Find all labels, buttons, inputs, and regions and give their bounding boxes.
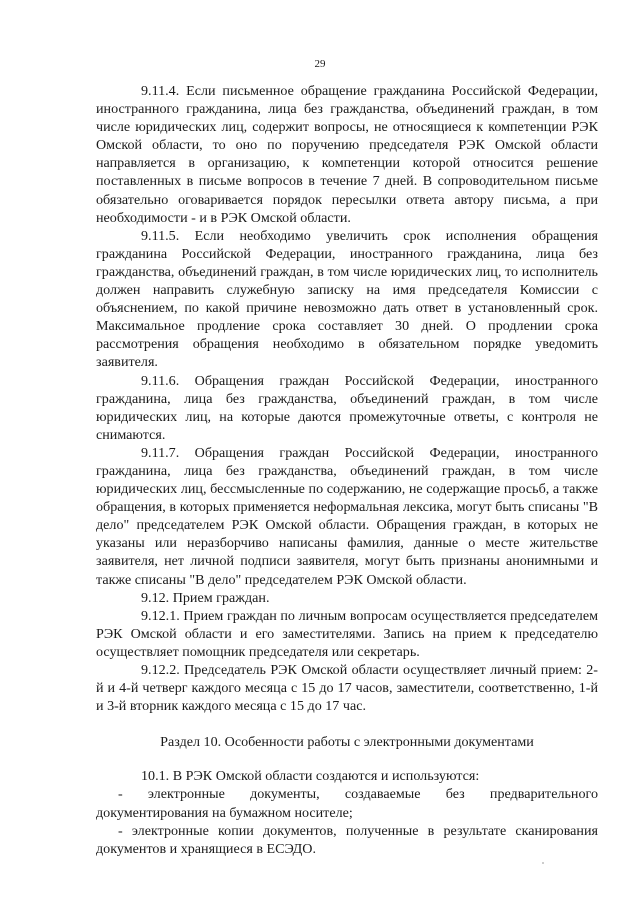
paragraph-9-11-6: 9.11.6. Обращения граждан Российской Федерации, иностранного гражданина, лица без гражданства, объединений граждан, в том числе юридических лиц, на которые даются промежуточные ответы, с контроля не снимаются. [96, 372, 598, 443]
paragraph-9-11-4: 9.11.4. Если письменное обращение гражданина Российской Федерации, иностранного гражданина, лица без гражданства, объединений граждан, в том числе юридических лиц, содержит вопросы, не относящиеся к компетенции РЭК Омской области, то оно по поручению председателя РЭК Омской области направляется в организацию, к компетенции которой относится решение поставленных в письме вопросов в течение 7 дней. В сопроводительном письме обязательно оговаривается порядок пересылки ответа автору письма, а при необходимости - и в РЭК Омской области. [96, 83, 598, 226]
list-item: - электронные копии документов, полученные в результате сканирования документов и хранящиеся в ЕСЭДО. [96, 822, 598, 857]
paragraph-9-11-5: 9.11.5. Если необходимо увеличить срок исполнения обращения гражданина Российской Федерации, иностранного гражданина, лица без гражданства, объединений граждан, в том числе юридических лиц, то исполнитель должен направить служебную записку на имя председателя Комиссии с объяснением, по какой причине невозможно дать ответ в установленный срок. Максимальное продление срока составляет 30 дней. О продлении срока рассмотрения обращения необходимо в обязательном порядке уведомить заявителя. [96, 227, 598, 371]
document-body [96, 82, 598, 858]
paragraph-9-12-1: 9.12.1. Прием граждан по личным вопросам осуществляется председателем РЭК Омской области и его заместителями. Запись на прием к председателю осуществляет помощник председателя или секретарь. [96, 607, 598, 660]
list-item: - электронные документы, создаваемые без предварительного документирования на бумажном носителе; [96, 786, 598, 821]
scan-speck [542, 862, 544, 864]
paragraph-9-12-2: 9.12.2. Председатель РЭК Омской области осуществляет личный прием: 2-й и 4-й четверг каждого месяца с 15 до 17 часов, заместители, соответственно, 1-й и 3-й вторник каждого месяца с 15 до 17 час. [96, 662, 598, 715]
paragraph-10-1: 10.1. В РЭК Омской области создаются и используются: [141, 768, 480, 785]
page-number: 29 [314, 58, 326, 70]
section-heading: Раздел 10. Особенности работы с электронными документами [160, 734, 534, 751]
paragraph-9-11-7: 9.11.7. Обращения граждан Российской Федерации, иностранного гражданина, лица без гражданства, объединений граждан, в том числе юридических лиц, бессмысленные по содержанию, не содержащие просьб, а также обращения, в которых применяется неформальная лексика, могут быть списаны "В дело" председателем РЭК Омской области. Обращения граждан, в которых не указаны или неразборчиво написаны фамилия, данные о месте жительстве заявителя, нет личной подписи заявителя, могут быть признаны анонимными и также списаны "В дело" председателем РЭК Омской области. [96, 444, 598, 588]
paragraph-9-12: 9.12. Прием граждан. [141, 589, 270, 606]
